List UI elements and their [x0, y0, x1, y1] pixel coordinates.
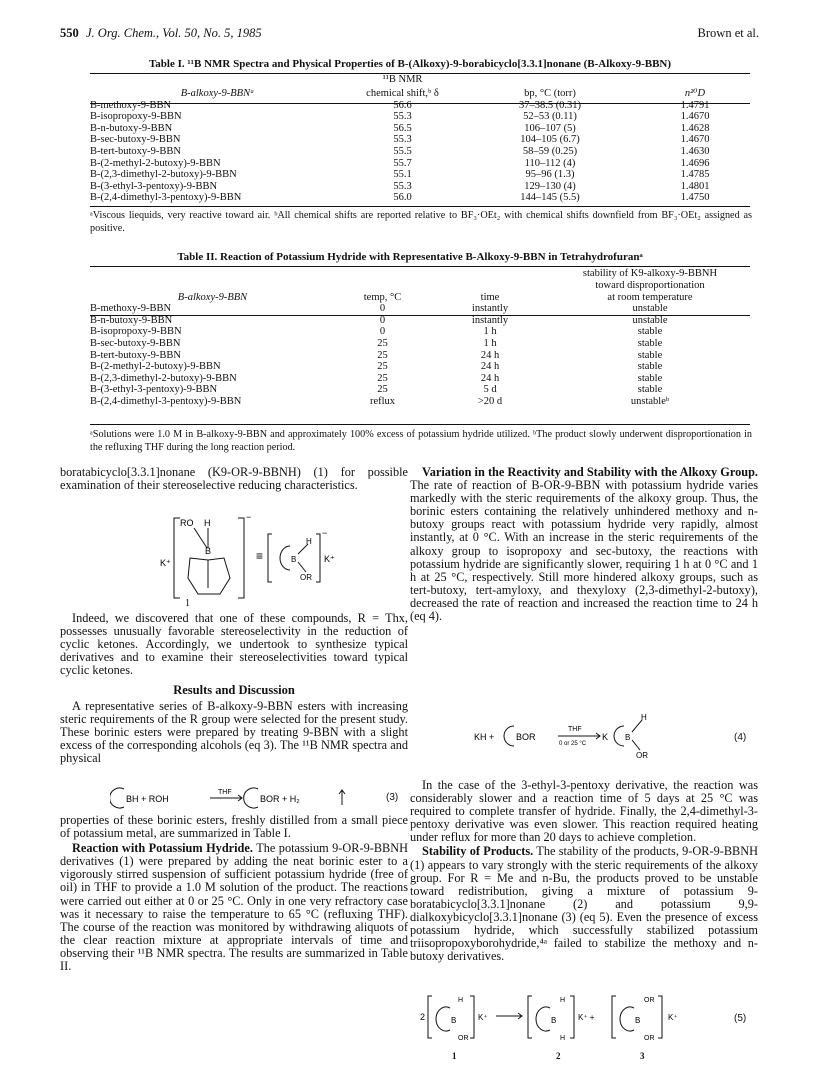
table1-cell: 104–105 (6.7): [520, 134, 580, 146]
table2-cell: 5 d: [483, 384, 497, 396]
table1-row: [90, 100, 750, 112]
eq4-h: H: [641, 713, 647, 722]
journal-citation: J. Org. Chem., Vol. 50, No. 5, 1985: [86, 26, 262, 40]
reaction-kh-text: The potassium 9-OR-9-BBNH derivatives (1) were prepared by adding the neat borinic ester to a vigorously stirred suspension of sufficient potassium hydride (free of oil) in THF to provide a 1.0 M solution of the product. The reactions were carried out either at 0 or 25 °C. Only in one very refractory case was it necessary to raise the temperature to 65 °C (refluxing THF). The course of the reaction was monitored by withdrawing aliquots of the clear reaction mixture at appropriate intervals of time and observing their ¹¹B NMR spectra. The results are summarized in Table II.: [60, 841, 408, 974]
table2-cell: stable: [637, 384, 663, 396]
svg-text:≡: ≡: [256, 549, 264, 563]
svg-text:−: −: [246, 512, 252, 522]
table1-cell: B-tert-butoxy-9-BBN: [90, 145, 181, 157]
svg-text:H: H: [204, 518, 211, 528]
table2-cell: 25: [377, 384, 388, 396]
left-para-1: boratabicyclo[3.3.1]nonane (K9-OR-9-BBNH) (1) for possible examination of their stereoselective reducing characteristics.: [60, 465, 408, 493]
table2-row: [90, 373, 750, 385]
table1-cell: 1.4628: [680, 122, 710, 134]
svg-text:OR: OR: [644, 997, 655, 1004]
table2-cell: B-(2-methyl-2-butoxy)-9-BBN: [90, 361, 221, 373]
eq3-right: BOR + H₂: [260, 794, 300, 804]
table1-row: [90, 181, 750, 193]
table2-head-alkoxy: B-alkoxy-9-BBN: [177, 291, 248, 303]
table2-cell: B-methoxy-9-BBN: [90, 303, 172, 315]
table2-cell: B-sec-butoxy-9-BBN: [90, 337, 181, 349]
table1-cell: 56.0: [393, 192, 412, 204]
table2-footnote: ᵃSolutions were 1.0 M in B-alkoxy-9-BBN and approximately 100% excess of potassium hydride utilized. ᵇThe product slowly underwent disproportionation in the refluxing THF during the long reaction period.: [90, 429, 752, 453]
svg-text:H: H: [560, 1035, 566, 1042]
table2-head-stab-3: at room temperature: [607, 291, 693, 303]
table1-cell: 1.4670: [680, 111, 710, 123]
table2-cell: B-(2,3-dimethyl-2-butoxy)-9-BBN: [90, 372, 237, 384]
stability-heading: Stability of Products.: [422, 844, 534, 859]
table2-cell: 0: [379, 314, 386, 326]
table1-cell: 58–59 (0.25): [522, 145, 578, 157]
eq3-number: (3): [386, 792, 399, 803]
table2-row: [90, 338, 750, 350]
table2-cell: 0: [379, 303, 386, 315]
reaction-kh-heading: Reaction with Potassium Hydride.: [72, 841, 253, 856]
table2-cell: 1 h: [483, 337, 497, 349]
table2-row: [90, 315, 750, 327]
left-para-4: properties of these borinic esters, freshly distilled from a small piece of potassium metal, are summarized in Table I.: [60, 813, 408, 841]
table1-cell: 56.6: [393, 99, 412, 111]
table1-cell: B-methoxy-9-BBN: [90, 99, 172, 111]
right-para-2: In the case of the 3-ethyl-3-pentoxy derivative, the reaction was considerably slower and a reaction time of 5 days at 25 °C was required to complete transfer of hydride. Finally, the 2,4-dimethyl-3-pentoxy derivative was even slower. This reaction required heating under reflux for more than 20 days to achieve completion.: [410, 778, 758, 845]
right-para-1: [410, 466, 758, 623]
table1-row: [90, 134, 750, 146]
table1-cell: 1.4750: [680, 192, 710, 204]
table2-cell: B-(2,4-dimethyl-3-pentoxy)-9-BBN: [90, 395, 242, 407]
table1-row: [90, 169, 750, 181]
svg-text:RO: RO: [180, 518, 194, 528]
svg-text:−: −: [322, 528, 328, 538]
svg-text:H: H: [560, 997, 566, 1004]
svg-text:K⁺: K⁺: [668, 1013, 678, 1022]
table1-cell: 1.4696: [680, 157, 710, 169]
table2-head-time: time: [480, 291, 500, 303]
svg-text:OR: OR: [300, 573, 312, 582]
table2-cell: B-isopropoxy-9-BBN: [90, 326, 182, 338]
left-column: [60, 466, 408, 492]
svg-text:2: 2: [420, 1012, 426, 1022]
eq3-cond: THF: [218, 789, 232, 796]
svg-text:K⁺ +: K⁺ +: [578, 1013, 595, 1022]
table2-cell: B-n-butoxy-9-BBN: [90, 314, 173, 326]
table1: [90, 74, 750, 204]
table2-cell: stable: [637, 372, 663, 384]
right-column: [410, 466, 758, 623]
table1-title: Table I. ¹¹B NMR Spectra and Physical Properties of B-(Alkoxy)-9-borabicyclo[3.3.1]nonane (B-Alkoxy-9-BBN): [148, 58, 672, 70]
eq4-or: OR: [636, 751, 648, 760]
table1-row: [90, 146, 750, 158]
equation-5: [420, 986, 740, 1048]
table1-cell: 55.1: [393, 169, 412, 181]
structure-1-label: 1: [185, 598, 190, 609]
eq5-label-1: 1: [452, 1051, 457, 1061]
left-column-2: [60, 612, 408, 765]
svg-text:H: H: [458, 997, 464, 1004]
table1-cell: 55.3: [393, 111, 412, 123]
table1-cell: 106–107 (5): [524, 122, 576, 134]
table2-cell: unstable: [632, 303, 668, 315]
svg-text:B: B: [451, 1016, 457, 1025]
table2-cell: 24 h: [480, 361, 500, 373]
svg-text:K⁺: K⁺: [478, 1013, 488, 1022]
table2-cell: 25: [377, 349, 388, 361]
table1-cell: 1.4785: [680, 169, 710, 181]
left-para-5: [60, 842, 408, 973]
stability-text: The stability of the products, 9-OR-9-BBNH (1) appears to vary strongly with the steric requirements of the alkoxy group. For R = Me and n-Bu, the products proved to be unstable toward redistribution, giving a mixture of potassium 9-boratabicyclo[3.3.1]nonane (2) and potassium 9,9-dialkoxybicyclo[3.3.1]nonane (3) (eq 5). Even the presence of excess potassium hydride, which successfully stabilized potassium triisopropoxyborohydride,⁴ᵃ failed to stabilize the methoxy and n-butoxy derivatives.: [410, 844, 759, 964]
table1-head-alkoxy: B-alkoxy-9-BBNᵃ: [180, 88, 255, 99]
table1-cell: 37–38.5 (0.31): [518, 99, 582, 111]
table2-row: [90, 396, 750, 408]
table2-cell: 24 h: [480, 372, 500, 384]
right-para-3: [410, 845, 758, 963]
table1-cell: 1.4791: [680, 99, 710, 111]
variation-heading: Variation in the Reactivity and Stability with the Alkoxy Group.: [422, 465, 758, 479]
structure-1-diagram: [160, 510, 340, 610]
table1-cell: B-(2,3-dimethyl-2-butoxy)-9-BBN: [90, 169, 237, 181]
table1-cell: 55.7: [393, 157, 412, 169]
table1-cell: B-isopropoxy-9-BBN: [90, 111, 182, 123]
table2-cell: B-tert-butoxy-9-BBN: [90, 349, 181, 361]
equation-3: [110, 785, 410, 811]
table2-body: [90, 303, 750, 407]
table1-cell: B-sec-butoxy-9-BBN: [90, 134, 181, 146]
table2-cell: unstable: [632, 314, 668, 326]
eq4-left: KH +: [474, 732, 495, 742]
table1-cell: 1.4670: [680, 134, 710, 146]
table2-cell: stable: [637, 349, 663, 361]
table2-cell: unstableᵇ: [630, 395, 670, 407]
table1-cell: 95–96 (1.3): [525, 169, 575, 181]
table1-row: [90, 192, 750, 204]
table1-row: [90, 158, 750, 170]
table2-cell: 25: [377, 372, 388, 384]
svg-text:OR: OR: [458, 1035, 469, 1042]
table1-cell: B-(3-ethyl-3-pentoxy)-9-BBN: [90, 180, 218, 192]
table2-cell: 24 h: [480, 349, 500, 361]
table1-head-bp: bp, °C (torr): [524, 88, 576, 99]
svg-text:B: B: [625, 733, 631, 742]
table2-cell: B-(3-ethyl-3-pentoxy)-9-BBN: [90, 384, 218, 396]
table2-row: [90, 350, 750, 362]
table2-row: [90, 326, 750, 338]
svg-text:B: B: [205, 546, 212, 556]
page-number: 550: [60, 26, 79, 40]
table1-head-nmr: chemical shift,ᵇ δ: [366, 88, 439, 99]
table1-cell: 55.3: [393, 180, 412, 192]
eq4-mid: BOR: [516, 732, 536, 742]
left-para-2: Indeed, we discovered that one of these compounds, R = Thx, possesses unusually favorable stereoselectivity in the reduction of cyclic ketones. Accordingly, we undertook to synthesize typical derivatives and to examine their stereoselectivities toward typical cyclic ketones.: [60, 611, 408, 678]
table2-title: Table II. Reaction of Potassium Hydride with Representative B-Alkoxy-9-BBN in Tetrahydrofuranᵃ: [177, 251, 643, 263]
table2-cell: reflux: [369, 395, 396, 407]
eq3-left: BH + ROH: [126, 794, 169, 804]
svg-text:K⁺: K⁺: [324, 554, 335, 564]
table1-cell: 144–145 (5.5): [520, 192, 580, 204]
table1-body: [90, 100, 750, 204]
table1-cell: B-n-butoxy-9-BBN: [90, 122, 173, 134]
table1-cell: 129–130 (4): [524, 180, 576, 192]
table2-row: [90, 303, 750, 315]
table2-cell: 25: [377, 361, 388, 373]
running-authors: Brown et al.: [697, 26, 759, 40]
table1-cell: 55.5: [393, 145, 412, 157]
table1-cell: B-(2,4-dimethyl-3-pentoxy)-9-BBN: [90, 192, 242, 204]
eq4-number: (4): [734, 732, 747, 743]
table2-head-temp: temp, °C: [363, 291, 402, 303]
table2-cell: >20 d: [477, 395, 503, 407]
left-para-3: A representative series of B-alkoxy-9-BBN esters with increasing steric requirements of the R group were selected for the present study. These borinic esters were prepared by treating 9-BBN with a slight excess of the corresponding alcohols (eq 3). The ¹¹B NMR spectra and physical: [60, 698, 408, 765]
eq5-label-2: 2: [556, 1051, 561, 1061]
table1-footnote: ᵃViscous liequids, very reactive toward air. ᵇAll chemical shifts are reported relative to BF₃·OEt₂ with chemical shifts downfield from BF₃·OEt₂ assigned as positive.: [90, 210, 752, 234]
svg-text:K⁺: K⁺: [160, 558, 171, 568]
svg-text:B: B: [551, 1016, 557, 1025]
table1-cell: 56.5: [393, 122, 412, 134]
table1-cell: B-(2-methyl-2-butoxy)-9-BBN: [90, 157, 221, 169]
svg-text:OR: OR: [644, 1035, 655, 1042]
results-heading: Results and Discussion: [173, 683, 295, 698]
eq4-cond-bot: 0 or 25 °C: [559, 741, 587, 747]
table1-cell: 52–53 (0.11): [523, 111, 577, 123]
table2-cell: 1 h: [483, 326, 497, 338]
table2-cell: 25: [377, 337, 388, 349]
table2-row: [90, 384, 750, 396]
table2-cell: stable: [637, 361, 663, 373]
table1-cell: 1.4801: [680, 180, 710, 192]
svg-text:H: H: [306, 537, 312, 546]
table2-head-stab-2: toward disproportionation: [595, 279, 705, 291]
eq4-cond-top: THF: [568, 726, 582, 733]
eq5-label-3: 3: [640, 1051, 645, 1061]
table2-cell: instantly: [471, 314, 509, 326]
table2-row: [90, 361, 750, 373]
table1-cell: 1.4630: [680, 145, 710, 157]
eq4-k: K: [602, 732, 609, 742]
table2-head-stab-1: stability of K9-alkoxy-9-BBNH: [582, 268, 718, 279]
table1-head-n: n²⁰D: [684, 88, 706, 99]
table2-cell: 0: [379, 326, 386, 338]
eq5-number: (5): [734, 1013, 747, 1024]
table1-head-nmr-top: ¹¹B NMR: [382, 74, 423, 85]
table1-cell: 55.3: [393, 134, 412, 146]
table2: [90, 268, 750, 408]
table2-cell: stable: [637, 326, 663, 338]
svg-text:B: B: [635, 1016, 641, 1025]
table2-cell: stable: [637, 337, 663, 349]
table2-cell: instantly: [471, 303, 509, 315]
svg-text:B: B: [291, 555, 297, 564]
table1-row: [90, 111, 750, 123]
right-column-2: [410, 779, 758, 963]
variation-text: The rate of reaction of B-OR-9-BBN with potassium hydride varies markedly with the steric requirements of the alkoxy group. Thus, the borinic esters containing the relatively unhindered methoxy and n-butoxy groups react with potassium hydride very rapidly, almost instantly, at 0 °C. With an increase in the steric requirements of the alkoxy group to isopropoxy and sec-butoxy, the reactions with potassium hydride are significantly slower, requiring 1 h at 0 °C and 1 h at 25 °C, respectively. Still more hindered alkoxy groups, such as tert-butoxy, tert-amyloxy, and thexyloxy (2,3-dimethyl-2-butoxy), decreased the rate of reaction and increased the reaction time to 24 h (eq 4).: [410, 478, 758, 624]
table1-cell: 110–112 (4): [524, 157, 576, 169]
equation-4: [470, 712, 740, 764]
table1-row: [90, 123, 750, 135]
left-column-3: [60, 814, 408, 973]
